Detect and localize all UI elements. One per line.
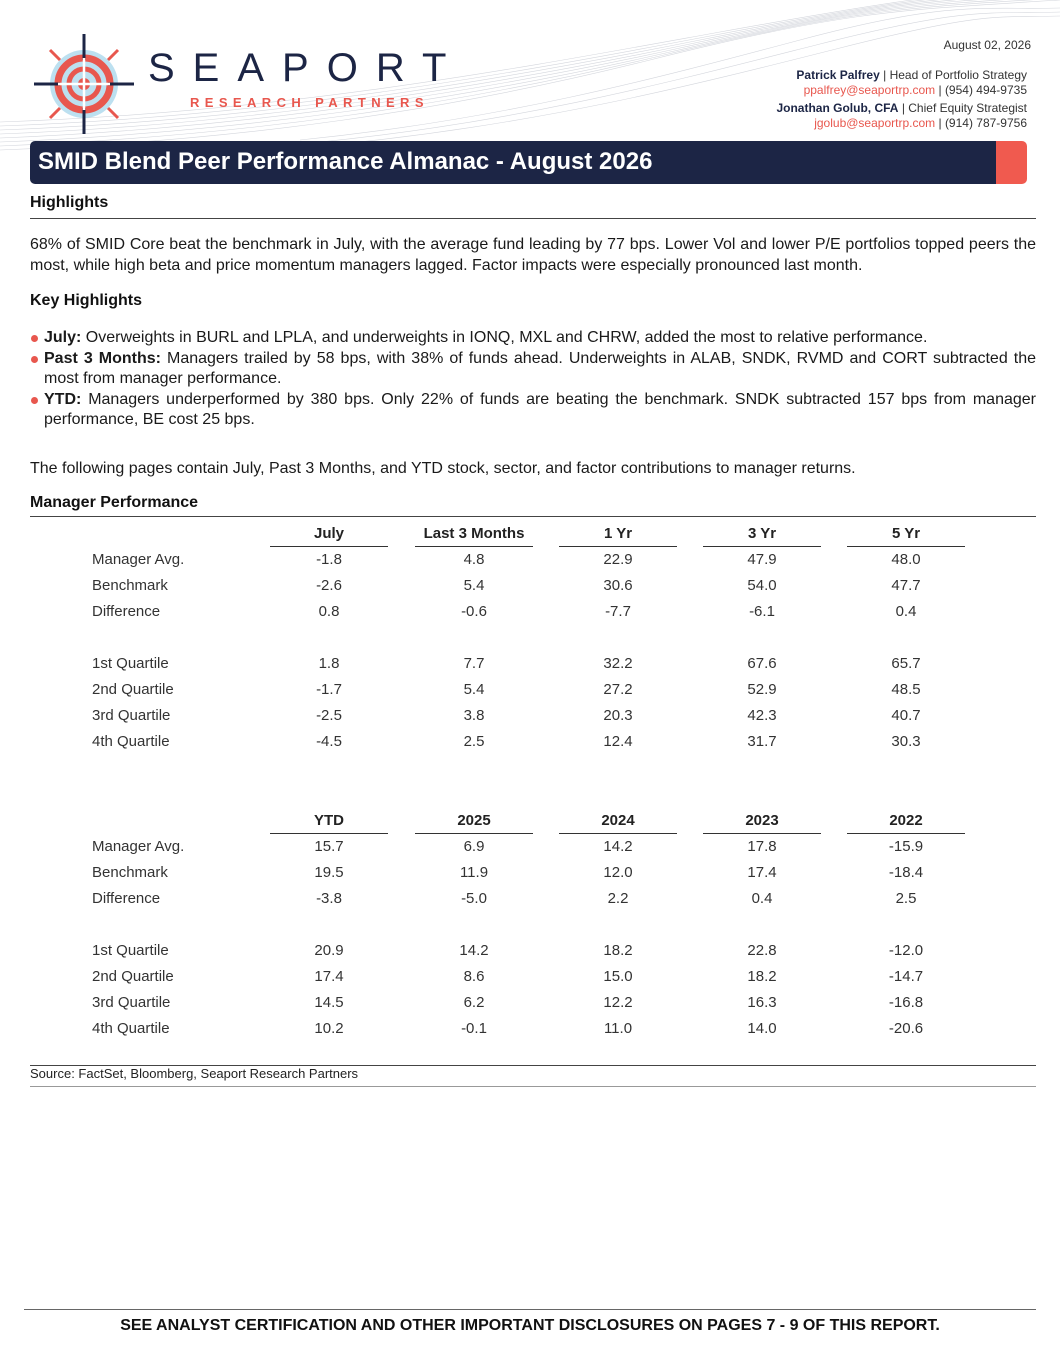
row-label: Manager Avg.: [92, 551, 185, 568]
table-cell: -2.6: [316, 577, 342, 594]
bullet-text: Managers trailed by 58 bps, with 38% of funds ahead. Underweights in ALAB, SNDK, RVMD and CORT subtracted the most from manager performance.: [44, 349, 1036, 387]
table-cell: -16.8: [888, 994, 924, 1011]
column-header: 2025: [457, 812, 491, 829]
table-cell: 20.3: [603, 707, 633, 724]
column-header: 2022: [889, 812, 923, 829]
table-cell: 20.9: [314, 942, 344, 959]
bullet-text: Overweights in BURL and LPLA, and underweights in IONQ, MXL and CHRW, added the most to relative performance.: [85, 329, 928, 346]
analyst-2-line: Jonathan Golub, CFA | Chief Equity Strategist: [776, 101, 1027, 115]
row-label: Difference: [92, 890, 161, 907]
table-cell: 14.2: [603, 838, 633, 855]
row-label: 3rd Quartile: [92, 707, 171, 724]
column-header-underline: [847, 833, 965, 834]
column-header: 1 Yr: [603, 525, 633, 542]
table-cell: 48.0: [891, 551, 921, 568]
analyst-1-line: Patrick Palfrey | Head of Portfolio Strategy: [796, 68, 1027, 82]
table-cell: -14.7: [888, 968, 924, 985]
column-header-underline: [703, 833, 821, 834]
analyst-1-email[interactable]: ppalfrey@seaportrp.com: [803, 83, 936, 97]
table-cell: -1.8: [316, 551, 342, 568]
table-cell: -5.0: [461, 890, 487, 907]
table-cell: 65.7: [891, 655, 921, 672]
table-cell: 10.2: [314, 1020, 344, 1037]
table-cell: 52.9: [747, 681, 777, 698]
analyst-1-contact: ppalfrey@seaportrp.com | (954) 494-9735: [803, 83, 1027, 97]
column-header: YTD: [314, 812, 344, 829]
row-label: 2nd Quartile: [92, 681, 174, 698]
column-header: Last 3 Months: [423, 525, 525, 542]
following-pages-text: The following pages contain July, Past 3 Months, and YTD stock, sector, and factor contributions to manager returns.: [30, 460, 856, 477]
disclosure-footer: SEE ANALYST CERTIFICATION AND OTHER IMPORTANT DISCLOSURES ON PAGES 7 - 9 OF THIS REPORT.: [120, 1317, 940, 1334]
table-cell: 22.8: [747, 942, 777, 959]
table-cell: -0.1: [461, 1020, 487, 1037]
table-cell: 0.4: [895, 603, 917, 620]
table-cell: 17.8: [747, 838, 777, 855]
bullet-label: Past 3 Months:: [44, 349, 161, 367]
key-highlights-list: [30, 328, 1036, 431]
list-item: [30, 390, 1036, 431]
bullet-label: July:: [44, 329, 82, 346]
analyst-2-role: Chief Equity Strategist: [908, 101, 1027, 115]
table-cell: 67.6: [747, 655, 777, 672]
column-header-underline: [415, 833, 533, 834]
bullet-label: YTD:: [44, 390, 82, 408]
analyst-2-name: Jonathan Golub, CFA: [776, 101, 899, 115]
table-cell: 0.8: [318, 603, 340, 620]
column-header-underline: [415, 546, 533, 547]
table-cell: -6.1: [749, 603, 775, 620]
table-cell: 27.2: [603, 681, 633, 698]
highlights-heading: Highlights: [30, 194, 109, 211]
analyst-1-name: Patrick Palfrey: [796, 68, 880, 82]
table-cell: 15.7: [314, 838, 344, 855]
row-label: Benchmark: [92, 577, 168, 594]
table-cell: 11.9: [459, 864, 489, 881]
column-header: 2023: [745, 812, 779, 829]
brand-name: SEAPORT: [148, 46, 465, 90]
column-header: 2024: [601, 812, 635, 829]
analyst-1-phone: (954) 494-9735: [944, 83, 1027, 97]
bullet-text: Managers underperformed by 380 bps. Only 22% of funds are beating the benchmark. SNDK subtracted 157 bps from manager performance, BE cost 25 bps.: [44, 390, 1036, 428]
table-cell: 17.4: [747, 864, 777, 881]
column-header: July: [313, 525, 344, 542]
table-cell: -2.5: [316, 707, 342, 724]
table-cell: 18.2: [747, 968, 777, 985]
analyst-1-role: Head of Portfolio Strategy: [889, 68, 1027, 82]
table-cell: 8.6: [463, 968, 485, 985]
title-bar-accent: [996, 141, 1027, 184]
row-label: Difference: [92, 603, 161, 620]
column-header-underline: [270, 833, 388, 834]
bullet-icon: [31, 335, 38, 342]
table-cell: -20.6: [888, 1020, 924, 1037]
table-cell: -4.5: [316, 733, 342, 750]
table-cell: 48.5: [891, 681, 921, 698]
table-cell: 5.4: [463, 681, 485, 698]
footer-rule: [24, 1309, 1036, 1310]
source-note: Source: FactSet, Bloomberg, Seaport Research Partners: [30, 1066, 359, 1081]
table-cell: 14.0: [747, 1020, 777, 1037]
table-cell: -12.0: [888, 942, 924, 959]
table-cell: -3.8: [316, 890, 342, 907]
column-header-underline: [559, 546, 677, 547]
column-header-underline: [270, 546, 388, 547]
list-item: [30, 349, 1036, 390]
key-highlights-heading: Key Highlights: [30, 292, 143, 309]
table-cell: 42.3: [747, 707, 777, 724]
table-cell: 30.3: [891, 733, 921, 750]
table-cell: -18.4: [888, 864, 924, 881]
source-bottom-rule: [30, 1086, 1036, 1087]
brand-subtitle: RESEARCH PARTNERS: [190, 95, 429, 110]
table-cell: 54.0: [747, 577, 777, 594]
table-cell: 2.5: [895, 890, 917, 907]
column-header-underline: [703, 546, 821, 547]
table-cell: 7.7: [463, 655, 485, 672]
table-cell: 12.4: [603, 733, 633, 750]
row-label: 4th Quartile: [92, 1020, 170, 1037]
table-cell: -15.9: [888, 838, 924, 855]
analyst-2-email[interactable]: jgolub@seaportrp.com: [814, 116, 936, 130]
table-cell: 1.8: [318, 655, 340, 672]
table-cell: 40.7: [891, 707, 921, 724]
report-title: SMID Blend Peer Performance Almanac - August 2026: [38, 148, 653, 175]
column-header: 3 Yr: [747, 525, 777, 542]
table-cell: 12.2: [603, 994, 633, 1011]
table-cell: 16.3: [747, 994, 777, 1011]
row-label: 3rd Quartile: [92, 994, 171, 1011]
analyst-2-contact: jgolub@seaportrp.com | (914) 787-9756: [814, 116, 1027, 130]
table-cell: 17.4: [314, 968, 344, 985]
table-cell: -0.6: [461, 603, 487, 620]
table-cell: 47.9: [747, 551, 777, 568]
column-header-underline: [559, 833, 677, 834]
table-cell: 22.9: [603, 551, 633, 568]
table-cell: 2.2: [607, 890, 629, 907]
table-cell: 18.2: [603, 942, 633, 959]
row-label: Benchmark: [92, 864, 168, 881]
highlights-text: 68% of SMID Core beat the benchmark in July, with the average fund leading by 77 bps. Lower Vol and lower P/E portfolios topped peers the most, while high beta and price momentum managers lagged. Factor impacts were especially pronounced last month.: [30, 236, 1036, 274]
row-label: 4th Quartile: [92, 733, 170, 750]
table-cell: 6.9: [463, 838, 485, 855]
row-label: 1st Quartile: [92, 942, 169, 959]
column-header-underline: [847, 546, 965, 547]
report-date: August 02, 2026: [943, 38, 1031, 52]
row-label: Manager Avg.: [92, 838, 185, 855]
column-header: 5 Yr: [891, 525, 921, 542]
table-cell: 4.8: [463, 551, 485, 568]
manager-performance-heading: Manager Performance: [30, 494, 199, 511]
table-cell: -7.7: [605, 603, 631, 620]
highlights-rule: [30, 218, 1036, 219]
table-cell: 0.4: [751, 890, 773, 907]
seaport-logo-icon: [30, 30, 138, 138]
table-cell: 47.7: [891, 577, 921, 594]
table-cell: -1.7: [316, 681, 342, 698]
row-label: 2nd Quartile: [92, 968, 174, 985]
bullet-icon: [31, 356, 38, 363]
table-cell: 15.0: [603, 968, 633, 985]
table-cell: 3.8: [463, 707, 485, 724]
bullet-icon: [31, 397, 38, 404]
analyst-2-phone: (914) 787-9756: [944, 116, 1027, 130]
manager-performance-rule: [30, 516, 1036, 517]
table-cell: 14.5: [314, 994, 344, 1011]
table-cell: 6.2: [463, 994, 485, 1011]
table-cell: 12.0: [603, 864, 633, 881]
table-cell: 2.5: [463, 733, 485, 750]
table-cell: 14.2: [459, 942, 489, 959]
list-item: [30, 328, 1036, 349]
table-cell: 30.6: [603, 577, 633, 594]
row-label: 1st Quartile: [92, 655, 169, 672]
table-cell: 11.0: [603, 1020, 633, 1037]
table-cell: 32.2: [603, 655, 633, 672]
table-cell: 5.4: [463, 577, 485, 594]
table-cell: 31.7: [747, 733, 777, 750]
table-cell: 19.5: [314, 864, 344, 881]
